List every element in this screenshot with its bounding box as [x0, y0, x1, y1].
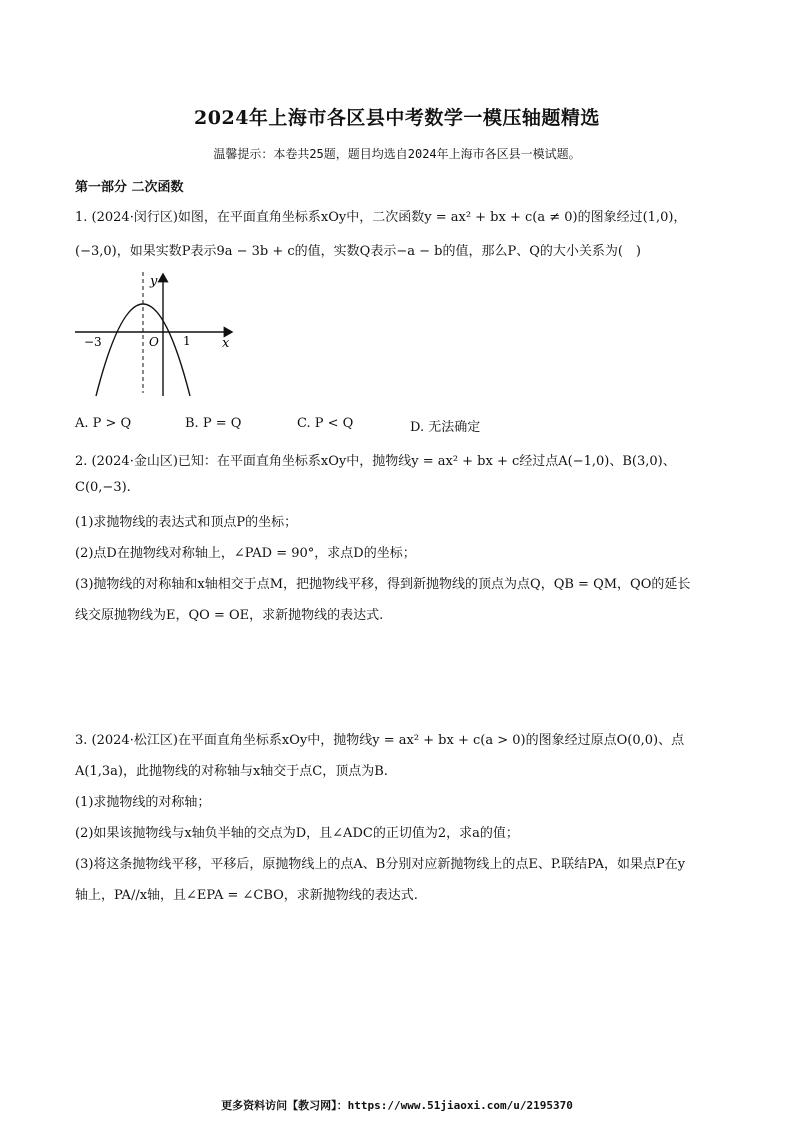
- q1-choice-a: A. P > Q: [75, 416, 132, 431]
- q1-choice-b: B. P = Q: [185, 416, 242, 431]
- tick-label-neg3: −3: [84, 335, 102, 349]
- q1-choice-d: D. 无法确定: [410, 420, 481, 435]
- q1-text-line-2: (−3,0)，如果实数P表示9a − 3b + c的值，实数Q表示−a − b的值，那么P、Q的大小关系为( ): [75, 244, 641, 259]
- q3-text-line-1: 3. (2024·松江区)在平面直角坐标系xOy中，抛物线y = ax² + bx + c(a > 0)的图象经过原点O(0,0)、点: [75, 733, 685, 748]
- footer-link-text[interactable]: 更多资料访问【教习网】：https://www.51jiaoxi.com/u/2195370: [221, 1099, 573, 1112]
- q1-text-line-1: 1. (2024·闵行区)如图，在平面直角坐标系xOy中，二次函数y = ax² + bx + c(a ≠ 0)的图象经过(1,0)，: [75, 210, 687, 225]
- tick-label-1: 1: [183, 334, 191, 348]
- q2-part-3-line-2: 线交原抛物线为E，QO = OE，求新抛物线的表达式.: [75, 608, 384, 623]
- q3-text-line-2: A(1,3a)，此抛物线的对称轴与x轴交于点C，顶点为B.: [75, 764, 388, 779]
- q2-text-line-2: C(0,−3).: [75, 480, 131, 495]
- page-title: 2024年上海市各区县中考数学一模压轴题精选: [194, 107, 600, 129]
- q2-text-line-1: 2. (2024·金山区)已知：在平面直角坐标系xOy中，抛物线y = ax² + bx + c经过点A(−1,0)、B(3,0)、: [75, 454, 676, 469]
- parabola-figure: [70, 268, 245, 398]
- q2-part-2: (2)点D在抛物线对称轴上，∠PAD = 90°，求点D的坐标；: [75, 546, 416, 561]
- x-axis-label: x: [222, 336, 230, 351]
- q2-part-1: (1)求抛物线的表达式和顶点P的坐标；: [75, 515, 298, 530]
- y-axis-label: y: [150, 274, 158, 289]
- page-subtitle: 温馨提示：本卷共25题，题目均选自2024年上海市各区县一模试题。: [213, 147, 581, 161]
- q2-part-3-line-1: (3)抛物线的对称轴和x轴相交于点M，把抛物线平移，得到新抛物线的顶点为点Q，QB = QM，QO的延长: [75, 577, 691, 592]
- q1-choice-c: C. P < Q: [297, 416, 354, 431]
- q3-part-3-line-2: 轴上，PA//x轴，且∠EPA = ∠CBO，求新抛物线的表达式.: [75, 888, 418, 903]
- origin-label: O: [149, 335, 159, 349]
- q3-part-2: (2)如果该抛物线与x轴负半轴的交点为D，且∠ADC的正切值为2，求a的值；: [75, 826, 519, 841]
- q3-part-3-line-1: (3)将这条抛物线平移，平移后，原抛物线上的点A、B分别对应新抛物线上的点E、P.联结PA，如果点P在y: [75, 857, 686, 872]
- q3-part-1: (1)求抛物线的对称轴；: [75, 795, 211, 810]
- section-title: 第一部分 二次函数: [75, 180, 184, 195]
